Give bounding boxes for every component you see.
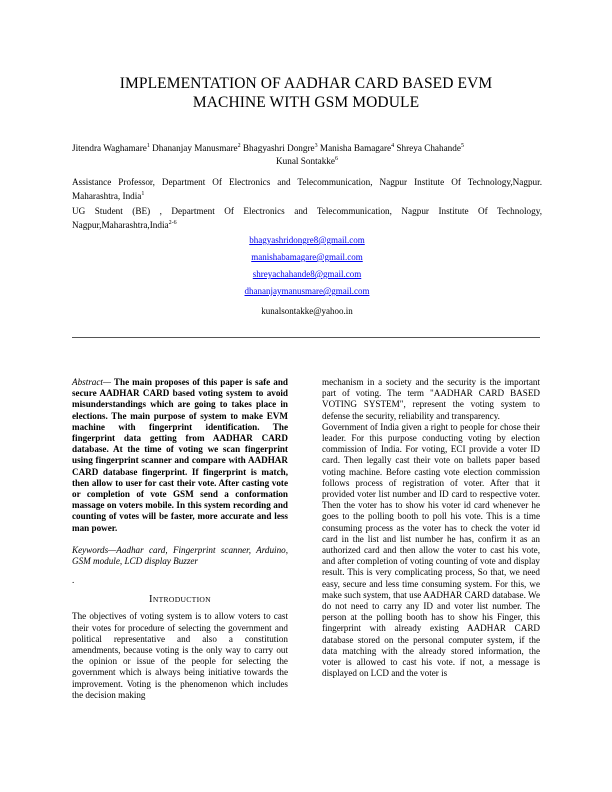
author-list-last: [72, 156, 542, 166]
email-link-manisha[interactable]: manishabamagare@gmail.com: [251, 252, 363, 262]
abstract-body: The main proposes of this paper is safe and secure AADHAR CARD based voting system to avoid misunderstandings which are going to takes place in elections. The main purpose of system to make EVM machine with fingerprint identification. The fingerprint data getting from AADHAR CARD database. At the time of voting we scan fingerprint using fingerprint scanner and compare with AADHAR CARD database fingerprint. If fingerprint is match, then allow to user for cast their vote. After casting vote or completion of vote GSM send a conformation massage on voters mobile. In this system recording and counting of votes will be faster, more accurate and less man power.: [72, 377, 288, 533]
header-divider: [72, 337, 540, 338]
body-paragraph-2: Government of India given a right to people for chose their leader. For this purpose conducting voting by election commission of India. For voting, ECI provide a voter ID card. Then legally cast their vote on ballets paper based voting machine. Before casting vote election commission follows process of registration of voter. After that it provided voter list number and ID card to respective voter. Then the voter has to show his voter id card whenever he goes to the polling booth to poll his vote. This is a time consuming process as the voter has to check the voter id card in the list and list number he has, confirm it as an authorized card and then allow the voter to cast his vote, and after completion of voting counting of vote and display result. This is very complicating process, So that, we need easy, secure and less time consuming system. For this, we make such system, that use AADHAR CARD database. We do not need to carry any ID and voter list number. The person at the polling booth has to show his Finger, this fingerprint with already existing AADHAR CARD database stored on the personal computer system, if the data matching with the already stored information, the voter is allowed to cast his vote. if not, a message is displayed on LCD and the voter is: [322, 421, 540, 679]
author-affil-marker: 3: [314, 143, 318, 149]
email-link-shreya[interactable]: shreyachahande8@gmail.com: [252, 269, 362, 279]
author-affil-marker: 4: [391, 143, 395, 149]
email-text-kunal: kunalsontakke@yahoo.in: [261, 306, 353, 316]
author-list: [72, 140, 542, 154]
author-affil-marker: 1: [146, 143, 150, 149]
author-affil-marker: 5: [460, 143, 464, 149]
right-column: [322, 377, 540, 679]
keywords: Keywords—Aadhar card, Fingerprint scanner, Arduino, GSM module, LCD display Buzzer: [72, 544, 288, 567]
author-affil-marker: 6: [334, 156, 338, 162]
author-name: Dhananjay Manusmare: [152, 143, 238, 154]
author-name: Jitendra Waghamare: [72, 143, 147, 154]
author-name: Kunal Sontakke: [276, 156, 335, 167]
affiliation-marker: 2-6: [168, 219, 177, 226]
stray-mark: .: [72, 575, 75, 586]
section-heading-introduction: INTRODUCTION: [149, 594, 211, 606]
email-link-bhagyashri[interactable]: bhagyashridongre8@gmail.com: [249, 235, 365, 245]
left-column: [72, 377, 288, 701]
title-line-1: IMPLEMENTATION OF AADHAR CARD BASED EVM: [119, 75, 493, 92]
author-name: Bhagyashri Dongre: [242, 143, 315, 154]
title-line-2: MACHINE WITH GSM MODULE: [192, 94, 420, 111]
author-name: Shreya Chahande: [396, 143, 461, 154]
affiliation-text: Assistance Professor, Department Of Electronics and Telecommunication, Nagpur Institute Of Technology,Nagpur. Maharashtra, India: [72, 177, 542, 201]
body-paragraph-1: mechanism in a society and the security is the important part of voting. The term "AADHAR CARD BASED VOTING SYSTEM", represent the voting system to defense the security, reliability and transparency.: [322, 377, 540, 421]
abstract-label: Abstract—: [72, 377, 112, 387]
affiliation-2: [72, 206, 542, 231]
intro-paragraph: The objectives of voting system is to allow voters to cast their votes for procedure of selecting the government and political representative and also a constitution amendments, because voting is the only way to carry out the opinion or issue of the people for selecting the government which is always being initiative towards the improvement. Voting is the phenomenon which includes the decision making: [72, 611, 288, 700]
email-link-dhananjay[interactable]: dhananjaymanusmare@gmail.com: [244, 286, 370, 296]
affiliation-1: [72, 177, 542, 202]
author-affil-marker: 2: [237, 143, 241, 149]
affiliation-marker: 1: [141, 190, 145, 197]
affiliation-text: UG Student (BE) , Department Of Electronics and Telecommunication, Nagpur Institute Of Technology, Nagpur,Maharashtra,India: [72, 206, 542, 230]
author-name: Manisha Bamagare: [319, 143, 392, 154]
paper-title: [60, 74, 552, 112]
abstract: [72, 377, 288, 534]
